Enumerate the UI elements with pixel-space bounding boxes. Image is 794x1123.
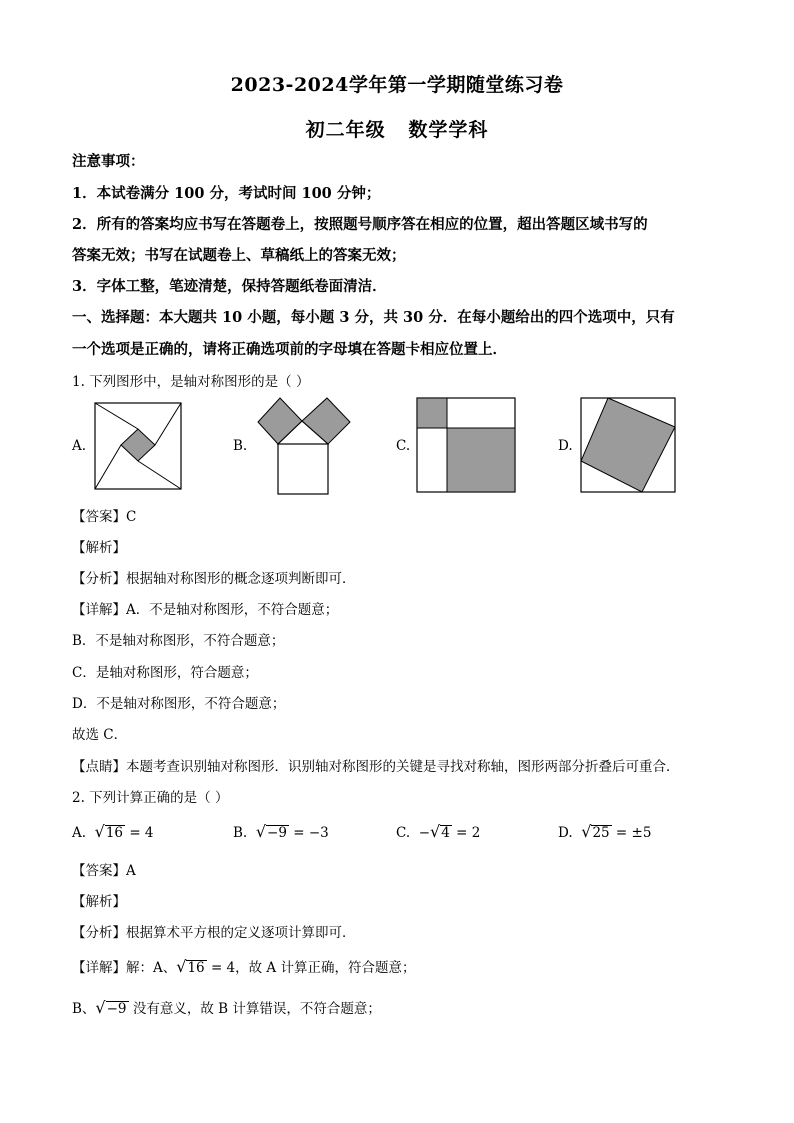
answer-line: 【答案】C <box>72 509 137 525</box>
note-item: 答案无效；书写在试题卷上、草稿纸上的答案无效； <box>72 247 406 264</box>
detail-line: B．不是轴对称图形，不符合题意； <box>72 633 285 649</box>
figure-b-pythagoras <box>254 394 364 496</box>
detail-suffix: = 4，故 A 计算正确，符合题意； <box>210 960 416 976</box>
option-label: A. <box>72 438 87 454</box>
exam-subtitle: 初二年级 数学学科 <box>305 119 489 141</box>
detail-line <box>72 997 381 1017</box>
math-result: = 4 <box>129 825 154 841</box>
note-item: 3．字体工整，笔迹清楚，保持答题纸卷面清洁． <box>72 278 387 295</box>
radical-sign: √ <box>94 822 105 841</box>
radical-sign: √ <box>95 998 106 1017</box>
note-item: 1．本试卷满分 100 分，考试时间 100 分钟； <box>72 185 381 202</box>
detail-line <box>72 956 415 976</box>
math-prefix: − <box>418 825 431 841</box>
option-a <box>72 822 154 841</box>
radical-sign: √ <box>176 957 187 976</box>
option-label: D. <box>558 825 573 841</box>
analysis-tag: 【解析】 <box>72 894 126 910</box>
option-label: C. <box>396 438 411 454</box>
detail-line: D．不是轴对称图形，不符合题意； <box>72 696 286 712</box>
analysis-tag: 【解析】 <box>72 540 126 556</box>
option-b <box>233 822 329 841</box>
figure-a-pinwheel <box>94 402 182 490</box>
option-d <box>558 822 651 841</box>
question-stem: 1. 下列图形中，是轴对称图形的是（ ） <box>72 374 310 390</box>
detail-prefix: 【详解】解：A、 <box>72 960 177 976</box>
option-label: C. <box>396 825 411 841</box>
radical-sign: √ <box>430 822 441 841</box>
option-c <box>396 822 480 841</box>
radicand: −9 <box>106 1001 127 1017</box>
detail-suffix: 没有意义，故 B 计算错误，不符合题意； <box>132 1001 381 1017</box>
key-point: 【点睛】本题考查识别轴对称图形．识别轴对称图形的关键是寻找对称轴，图形两部分折叠后可重合． <box>72 759 680 775</box>
radicand: 16 <box>187 960 205 976</box>
analysis-summary: 【分析】根据算术平方根的定义逐项计算即可． <box>72 925 356 941</box>
answer-line: 【答案】A <box>72 863 136 879</box>
radicand: 25 <box>592 825 610 841</box>
option-label: D. <box>558 438 573 454</box>
figure-c-squares <box>416 397 516 493</box>
radicand: −9 <box>267 825 287 841</box>
section-heading: 一、选择题：本大题共 10 小题，每小题 3 分，共 30 分．在每小题给出的四个选项中，只有 <box>72 309 675 326</box>
exam-title: 2023-2024学年第一学期随堂练习卷 <box>230 74 564 96</box>
radical-sign: √ <box>581 822 592 841</box>
option-label: A. <box>72 825 87 841</box>
math-result: = ±5 <box>615 825 652 841</box>
radical-sign: √ <box>255 822 267 841</box>
math-result: = −3 <box>293 825 329 841</box>
detail-line: C．是轴对称图形，符合题意； <box>72 665 258 681</box>
math-result: = 2 <box>456 825 481 841</box>
option-label: B. <box>233 825 248 841</box>
radicand: 4 <box>441 825 450 841</box>
radicand: 16 <box>105 825 124 841</box>
figure-d-rotated-square <box>580 397 676 493</box>
section-instruction: 一个选项是正确的，请将正确选项前的字母填在答题卡相应位置上． <box>72 341 507 358</box>
option-label: B. <box>233 438 248 454</box>
notes-heading: 注意事项： <box>72 153 145 170</box>
detail-prefix: B、 <box>72 1001 96 1017</box>
note-item: 2．所有的答案均应书写在答题卷上，按照题号顺序答在相应的位置，超出答题区域书写的 <box>72 216 648 233</box>
detail-line: 【详解】A．不是轴对称图形，不符合题意； <box>72 602 339 618</box>
analysis-summary: 【分析】根据轴对称图形的概念逐项判断即可． <box>72 571 356 587</box>
question-stem: 2. 下列计算正确的是（ ） <box>72 790 229 806</box>
detail-line: 故选 C． <box>72 727 128 743</box>
